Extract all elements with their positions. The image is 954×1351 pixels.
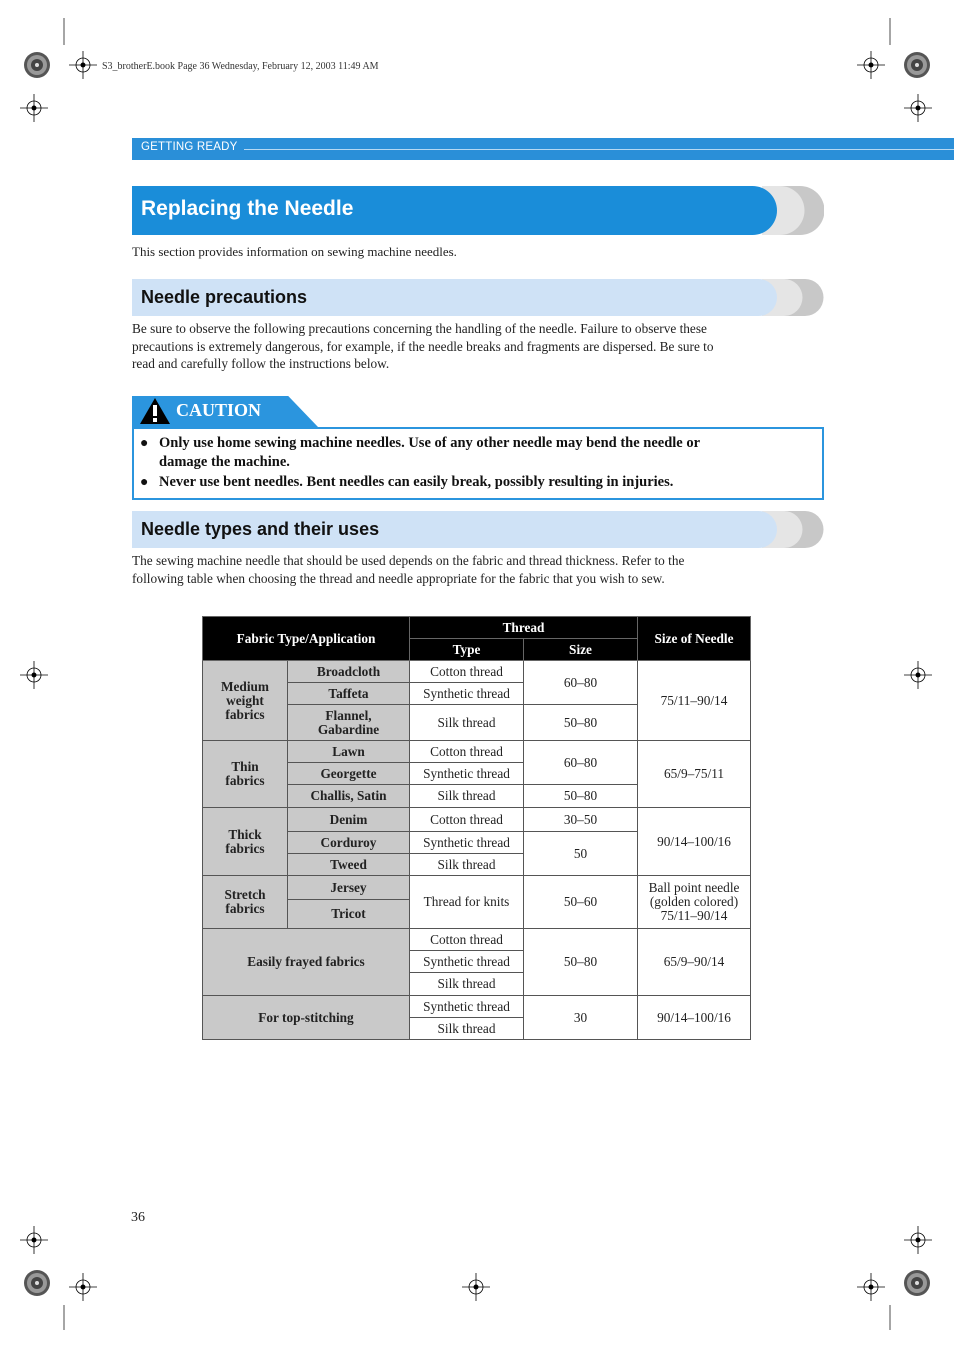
header-type: Type	[410, 639, 524, 661]
warning-icon	[139, 397, 171, 425]
section-heading-precautions: Needle precautions	[141, 287, 308, 307]
header-fabric: Fabric Type/Application	[203, 617, 410, 661]
fabric-name: Tweed	[288, 854, 410, 876]
thread-size: 50–80	[524, 785, 638, 808]
thread-type: Synthetic thread	[410, 996, 524, 1018]
thread-type: Synthetic thread	[410, 763, 524, 785]
group-label: Medium weight fabrics	[203, 661, 288, 741]
thread-type: Silk thread	[410, 785, 524, 808]
needle-size: 65/9–75/11	[638, 741, 751, 808]
precautions-text: Be sure to observe the following precautions concerning the handling of the needle. Failure to observe these precautions is extremely dangerous, for example, if the needle breaks and fragments are dispersed. Be sure to read and carefully follow the instructions below.	[132, 321, 714, 371]
page-title: Replacing the Needle	[141, 197, 354, 220]
thread-type: Cotton thread	[410, 741, 524, 763]
thread-type: Cotton thread	[410, 661, 524, 683]
header-thread: Thread	[410, 617, 638, 639]
thread-size: 50–80	[524, 705, 638, 741]
needle-size: 75/11–90/14	[638, 661, 751, 741]
thread-size: 50–60	[524, 876, 638, 929]
thread-type: Thread for knits	[410, 876, 524, 929]
fabric-name: Taffeta	[288, 683, 410, 705]
needle-table	[202, 616, 751, 1040]
fabric-name: Lawn	[288, 741, 410, 763]
caution-label: CAUTION	[176, 400, 262, 420]
fabric-name: Jersey	[288, 876, 410, 900]
chapter-bar-rule	[244, 149, 954, 150]
caution-item: Never use bent needles. Bent needles can easily break, possibly resulting in injuries.	[159, 474, 674, 490]
fabric-name: Georgette	[288, 763, 410, 785]
needle-size: 90/14–100/16	[638, 996, 751, 1040]
group-label: Easily frayed fabrics	[203, 929, 410, 996]
fabric-name: Flannel, Gabardine	[288, 705, 410, 741]
thread-type: Synthetic thread	[410, 683, 524, 705]
thread-type: Silk thread	[410, 1018, 524, 1040]
thread-size: 30–50	[524, 808, 638, 832]
fabric-name: Broadcloth	[288, 661, 410, 683]
page-number: 36	[131, 1210, 145, 1225]
thread-type: Synthetic thread	[410, 951, 524, 973]
group-label: For top-stitching	[203, 996, 410, 1040]
caution-item: Only use home sewing machine needles. Use of any other needle may bend the needle or damage the machine.	[159, 435, 701, 470]
group-label: Thin fabrics	[203, 741, 288, 808]
thread-size: 50	[524, 832, 638, 876]
thread-size: 60–80	[524, 741, 638, 785]
section-heading-needle-types: Needle types and their uses	[141, 519, 380, 539]
thread-size: 30	[524, 996, 638, 1040]
needle-size: 65/9–90/14	[638, 929, 751, 996]
needle-types-text: The sewing machine needle that should be used depends on the fabric and thread thickness. Refer to the following table when choosing the thread and needle appropriate for the fabric that you wish to sew.	[132, 553, 685, 586]
thread-type: Cotton thread	[410, 929, 524, 951]
header-size: Size	[524, 639, 638, 661]
chapter-label: GETTING READY	[141, 141, 238, 153]
fabric-name: Tricot	[288, 900, 410, 929]
group-label: Stretch fabrics	[203, 876, 288, 929]
fabric-name: Challis, Satin	[288, 785, 410, 808]
fabric-name: Denim	[288, 808, 410, 832]
bullet-icon: ●	[140, 475, 149, 490]
thread-type: Silk thread	[410, 973, 524, 996]
thread-size: 50–80	[524, 929, 638, 996]
thread-type: Synthetic thread	[410, 832, 524, 854]
header-needle-size: Size of Needle	[638, 617, 751, 661]
thread-type: Cotton thread	[410, 808, 524, 832]
group-label: Thick fabrics	[203, 808, 288, 876]
needle-size: Ball point needle (golden colored) 75/11–90/14	[638, 876, 751, 929]
bullet-icon: ●	[140, 436, 149, 451]
thread-type: Silk thread	[410, 854, 524, 876]
thread-type: Silk thread	[410, 705, 524, 741]
thread-size: 60–80	[524, 661, 638, 705]
needle-size: 90/14–100/16	[638, 808, 751, 876]
fabric-name: Corduroy	[288, 832, 410, 854]
intro-text: This section provides information on sewing machine needles.	[132, 244, 457, 259]
file-info: S3_brotherE.book Page 36 Wednesday, February 12, 2003 11:49 AM	[102, 61, 379, 72]
